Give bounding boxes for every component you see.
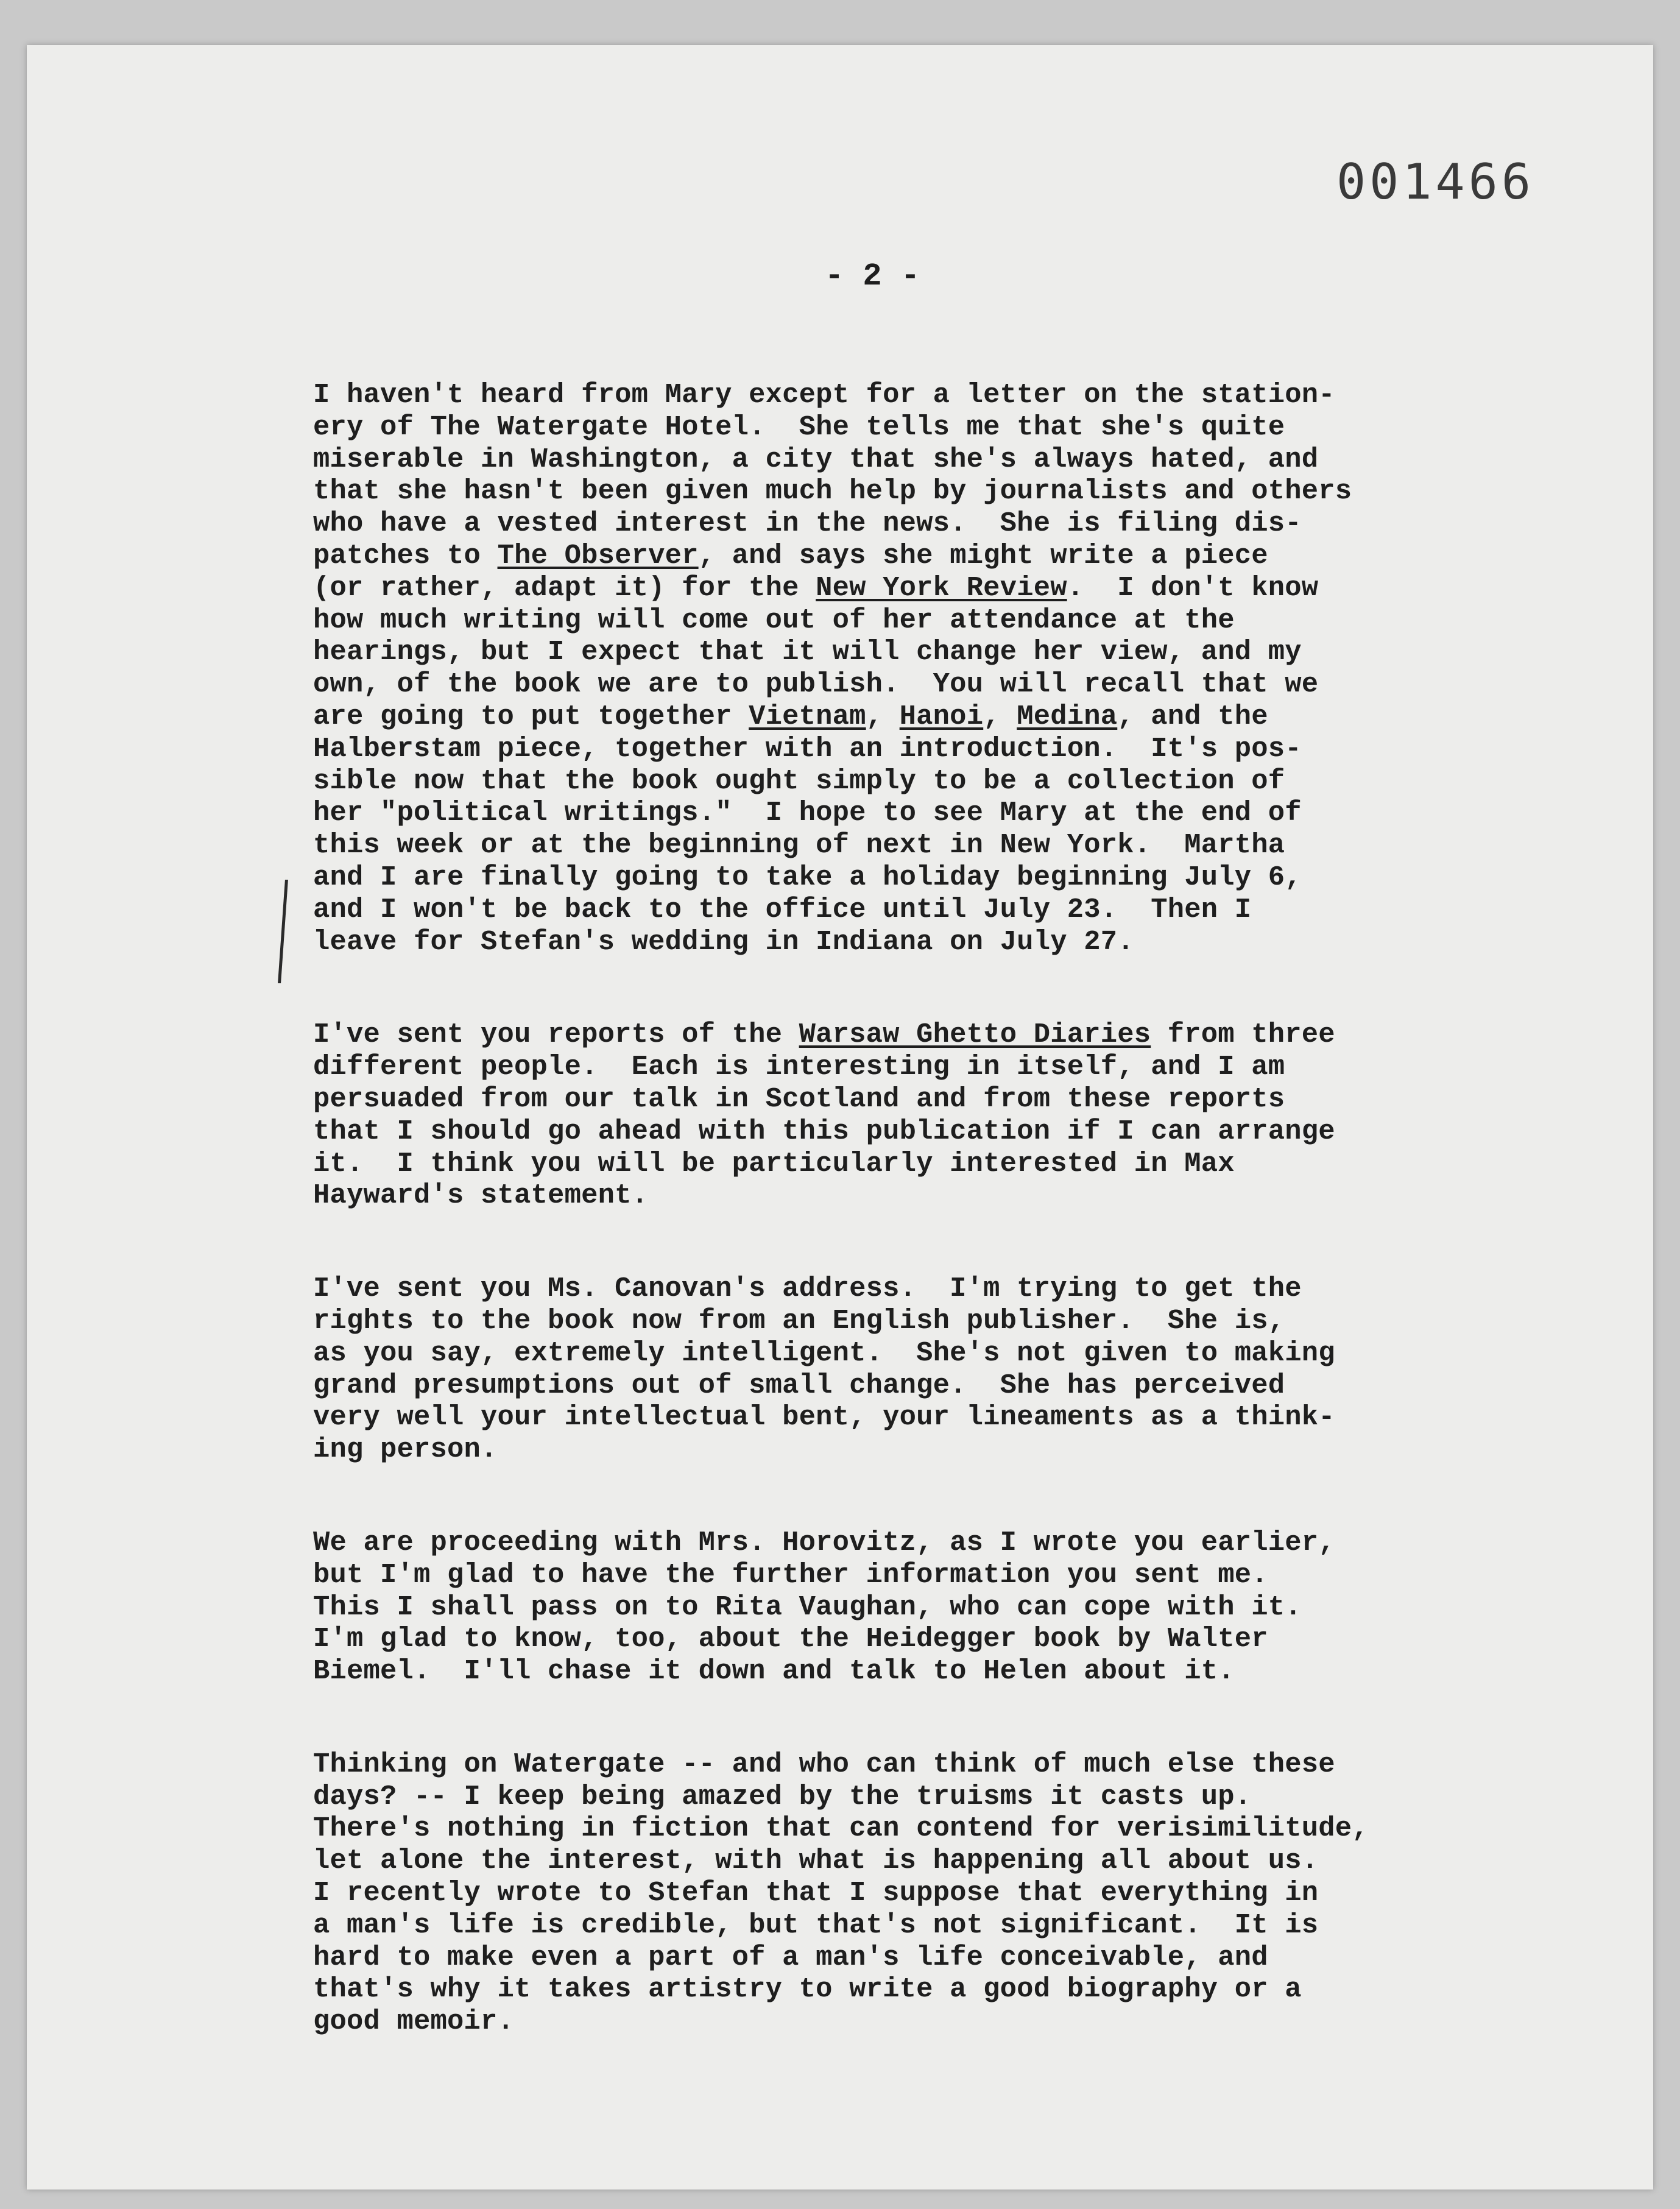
- text-segment: persuaded from our talk in Scotland and from these reports: [313, 1083, 1285, 1115]
- text-segment: Biemel. I'll chase it down and talk to Helen about it.: [313, 1655, 1235, 1688]
- letter-page: [27, 45, 1653, 2190]
- text-line: [313, 636, 1525, 668]
- text-line: [313, 1909, 1525, 1942]
- text-line: [313, 894, 1525, 926]
- text-segment: ,: [866, 700, 900, 732]
- text-segment: sible now that the book ought simply to be a collection of: [313, 765, 1285, 797]
- text-line: [313, 765, 1525, 797]
- text-line: [313, 507, 1525, 540]
- text-line: [313, 604, 1525, 637]
- text-line: [313, 1623, 1525, 1655]
- text-line: [313, 668, 1525, 701]
- letter-body: [313, 379, 1525, 2099]
- text-segment: that she hasn't been given much help by journalists and others: [313, 475, 1352, 507]
- text-segment: that I should go ahead with this publication if I can arrange: [313, 1115, 1335, 1147]
- underlined-title: Medina: [1017, 700, 1118, 732]
- paragraph: [313, 1748, 1525, 2038]
- text-segment: it. I think you will be particularly interested in Max: [313, 1147, 1235, 1179]
- text-segment: her "political writings." I hope to see Mary at the end of: [313, 797, 1302, 829]
- text-line: [313, 926, 1525, 958]
- text-line: [313, 1845, 1525, 1877]
- text-segment: We are proceeding with Mrs. Horovitz, as I wrote you earlier,: [313, 1526, 1335, 1558]
- text-segment: I recently wrote to Stefan that I suppose that everything in: [313, 1877, 1319, 1909]
- text-segment: hearings, but I expect that it will change her view, and my: [313, 636, 1302, 668]
- text-line: [313, 1527, 1525, 1559]
- text-line: [313, 411, 1525, 444]
- handwritten-margin-mark: [278, 880, 304, 983]
- text-segment: a man's life is credible, but that's not significant. It is: [313, 1909, 1319, 1941]
- text-segment: from three: [1151, 1019, 1335, 1051]
- text-segment: Hayward's statement.: [313, 1179, 649, 1212]
- document-number: 001466: [1336, 154, 1534, 210]
- text-line: [313, 540, 1525, 572]
- text-segment: This I shall pass on to Rita Vaughan, who can cope with it.: [313, 1591, 1302, 1623]
- text-segment: . I don't know: [1067, 571, 1319, 604]
- text-line: [313, 1973, 1525, 2006]
- text-line: [313, 1433, 1525, 1466]
- text-segment: very well your intellectual bent, your lineaments as a think-: [313, 1401, 1335, 1433]
- page-number: - 2 -: [825, 258, 920, 294]
- text-segment: days? -- I keep being amazed by the truisms it casts up.: [313, 1780, 1252, 1812]
- text-line: [313, 861, 1525, 894]
- text-segment: are going to put together: [313, 700, 749, 732]
- text-line: [313, 1655, 1525, 1688]
- text-line: [313, 379, 1525, 411]
- text-segment: (or rather, adapt it) for the: [313, 571, 816, 604]
- text-line: [313, 1877, 1525, 1909]
- text-segment: different people. Each is interesting in itself, and I am: [313, 1051, 1285, 1083]
- underlined-title: Warsaw Ghetto Diaries: [799, 1019, 1151, 1051]
- text-segment: but I'm glad to have the further information you sent me.: [313, 1558, 1268, 1591]
- text-line: [313, 1942, 1525, 1974]
- text-segment: hard to make even a part of a man's life conceivable, and: [313, 1941, 1268, 1973]
- text-segment: own, of the book we are to publish. You will recall that we: [313, 668, 1319, 701]
- text-segment: I've sent you Ms. Canovan's address. I'm trying to get the: [313, 1273, 1302, 1305]
- text-line: [313, 1748, 1525, 1781]
- text-line: [313, 701, 1525, 733]
- text-line: [313, 475, 1525, 507]
- text-segment: ing person.: [313, 1433, 498, 1466]
- underlined-title: Hanoi: [899, 700, 984, 732]
- text-line: [313, 1781, 1525, 1813]
- text-segment: Thinking on Watergate -- and who can think of much else these: [313, 1748, 1335, 1780]
- text-line: [313, 572, 1525, 604]
- text-line: [313, 2006, 1525, 2038]
- text-segment: I haven't heard from Mary except for a letter on the station-: [313, 379, 1335, 411]
- text-segment: leave for Stefan's wedding in Indiana on July 27.: [313, 925, 1134, 958]
- text-line: [313, 1591, 1525, 1624]
- text-segment: grand presumptions out of small change. She has perceived: [313, 1369, 1285, 1401]
- text-segment: good memoir.: [313, 2006, 515, 2038]
- text-segment: and I won't be back to the office until July 23. Then I: [313, 893, 1252, 925]
- text-segment: who have a vested interest in the news. She is filing dis-: [313, 507, 1302, 540]
- text-segment: ery of The Watergate Hotel. She tells me that she's quite: [313, 411, 1285, 443]
- text-line: [313, 1370, 1525, 1402]
- underlined-title: Vietnam: [749, 700, 866, 732]
- text-segment: I'm glad to know, too, about the Heidegger book by Walter: [313, 1623, 1268, 1655]
- text-segment: There's nothing in fiction that can contend for verisimilitude,: [313, 1812, 1369, 1845]
- text-line: [313, 1337, 1525, 1370]
- text-line: [313, 1273, 1525, 1305]
- paragraph: [313, 1273, 1525, 1466]
- text-line: [313, 1148, 1525, 1180]
- text-segment: let alone the interest, with what is happening all about us.: [313, 1845, 1319, 1877]
- text-line: [313, 444, 1525, 476]
- text-segment: patches to: [313, 539, 498, 571]
- text-segment: I've sent you reports of the: [313, 1019, 799, 1051]
- text-segment: ,: [983, 700, 1017, 732]
- text-segment: rights to the book now from an English publisher. She is,: [313, 1304, 1285, 1337]
- text-line: [313, 797, 1525, 829]
- text-segment: this week or at the beginning of next in New York. Martha: [313, 829, 1285, 861]
- text-line: [313, 1115, 1525, 1148]
- underlined-title: The Observer: [497, 539, 699, 571]
- text-line: [313, 733, 1525, 765]
- text-line: [313, 1305, 1525, 1337]
- text-line: [313, 1019, 1525, 1051]
- text-line: [313, 1051, 1525, 1083]
- text-segment: , and says she might write a piece: [698, 539, 1268, 571]
- text-line: [313, 1401, 1525, 1433]
- paragraph: [313, 379, 1525, 958]
- text-segment: miserable in Washington, a city that she's always hated, and: [313, 443, 1319, 475]
- text-segment: as you say, extremely intelligent. She's not given to making: [313, 1337, 1335, 1369]
- text-line: [313, 829, 1525, 861]
- paragraph: [313, 1019, 1525, 1212]
- text-line: [313, 1559, 1525, 1591]
- text-segment: and I are finally going to take a holiday beginning July 6,: [313, 861, 1302, 893]
- text-segment: Halberstam piece, together with an introduction. It's pos-: [313, 732, 1302, 765]
- text-line: [313, 1179, 1525, 1212]
- text-line: [313, 1083, 1525, 1115]
- text-segment: how much writing will come out of her attendance at the: [313, 604, 1235, 636]
- text-segment: , and the: [1117, 700, 1268, 732]
- text-segment: that's why it takes artistry to write a good biography or a: [313, 1973, 1302, 2006]
- paragraph: [313, 1527, 1525, 1688]
- text-line: [313, 1812, 1525, 1845]
- underlined-title: New York Review: [816, 571, 1067, 604]
